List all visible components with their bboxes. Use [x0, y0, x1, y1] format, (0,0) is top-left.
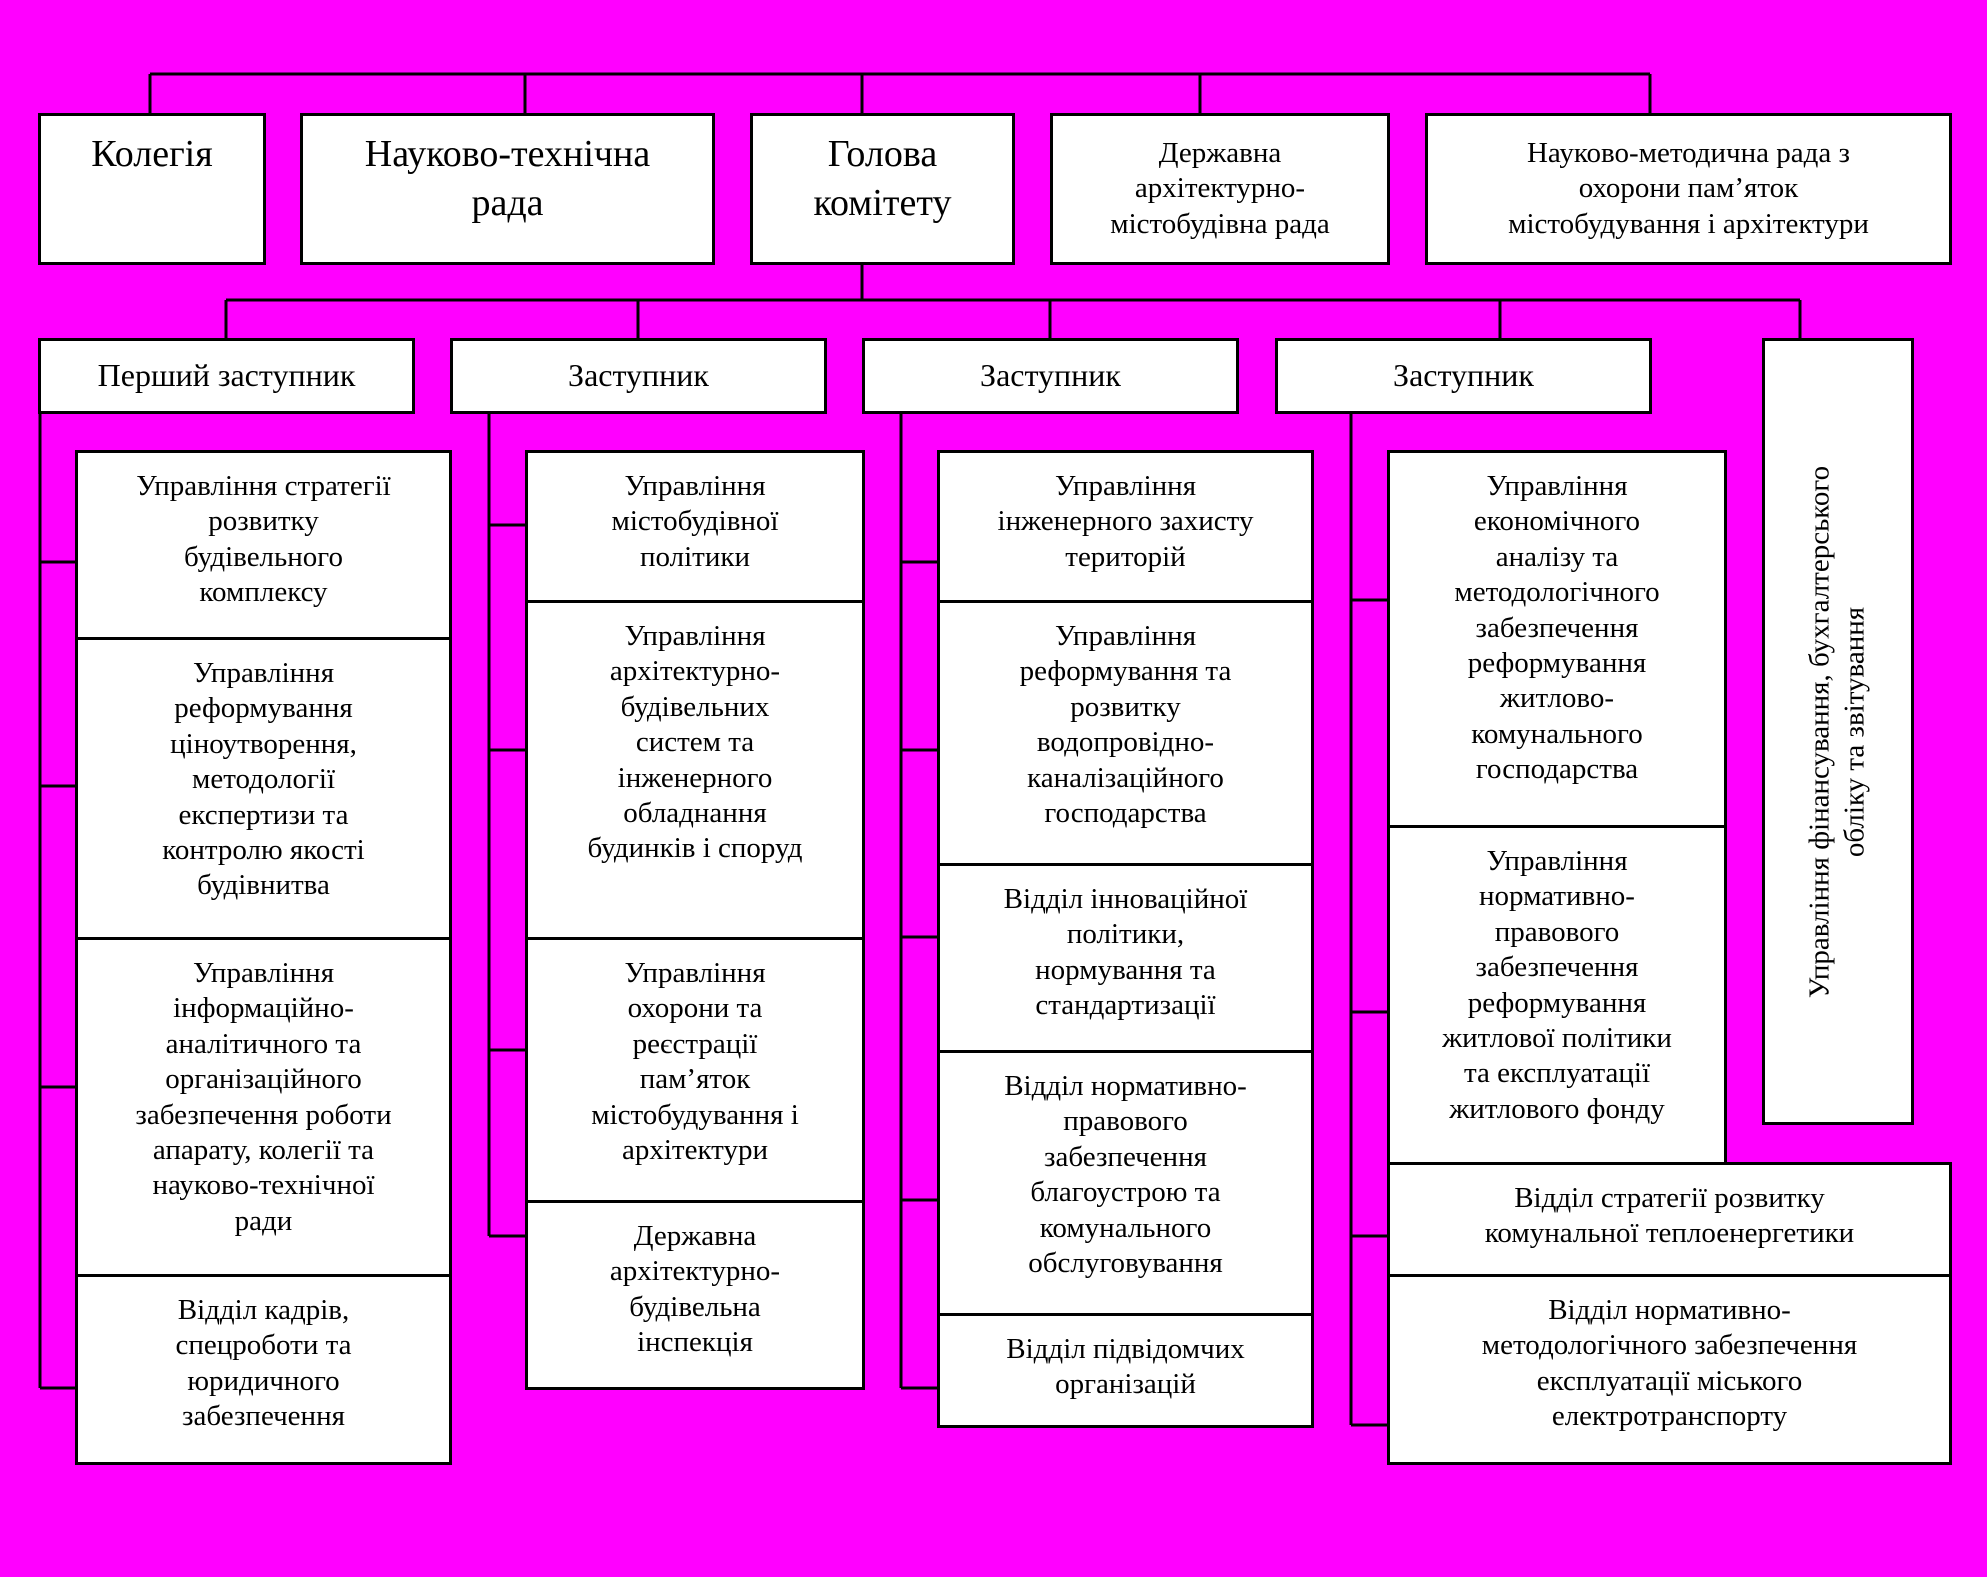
unit-box: Відділ стратегії розвитку комунальної теплоенергетики — [1387, 1162, 1952, 1277]
deputy-box-2: Заступник — [862, 338, 1239, 414]
unit-box: Управління інженерного захисту територій — [937, 450, 1314, 603]
unit-box: Відділ нормативно- правового забезпечення благоустрою та комунального обслуговування — [937, 1050, 1314, 1316]
unit-box: Управління економічного аналізу та методологічного забезпечення реформування житлово- комунального господарства — [1387, 450, 1727, 828]
committee-head-box: Голова комітету — [750, 113, 1015, 265]
scientific-technical-council-box: Науково-технічна рада — [300, 113, 715, 265]
unit-box: Відділ кадрів, спецроботи та юридичного забезпечення — [75, 1274, 452, 1465]
deputy-box-1: Заступник — [450, 338, 827, 414]
unit-box: Управління реформування та розвитку водопровідно- каналізаційного господарства — [937, 600, 1314, 866]
unit-box: Управління реформування ціноутворення, методології експертизи та контролю якості будівнитва — [75, 637, 452, 940]
collegium-box: Колегія — [38, 113, 266, 265]
heritage-council-box: Науково-методична рада з охорони пам’яток містобудування і архітектури — [1425, 113, 1952, 265]
finance-unit-box — [1762, 338, 1914, 1125]
unit-box: Державна архітектурно- будівельна інспекція — [525, 1200, 865, 1390]
architecture-council-box: Державна архітектурно- містобудівна рада — [1050, 113, 1390, 265]
unit-box: Управління архітектурно- будівельних систем та інженерного обладнання будинків і споруд — [525, 600, 865, 940]
unit-box: Управління охорони та реєстрації пам’яток містобудування і архітектури — [525, 937, 865, 1203]
unit-box: Управління нормативно- правового забезпечення реформування житлової політики та експлуатації житлового фонду — [1387, 825, 1727, 1165]
finance-unit-label: Управління фінансування, бухгалтерського обліку та звітування — [1803, 465, 1871, 998]
unit-box: Управління інформаційно- аналітичного та організаційного забезпечення роботи апарату, колегії та науково-технічної ради — [75, 937, 452, 1277]
deputy-box-3: Заступник — [1275, 338, 1652, 414]
unit-box: Відділ підвідомчих організацій — [937, 1313, 1314, 1428]
first-deputy-box: Перший заступник — [38, 338, 415, 414]
unit-box: Відділ інноваційної політики, нормування та стандартизації — [937, 863, 1314, 1053]
unit-box: Відділ нормативно- методологічного забезпечення експлуатації міського електротранспорту — [1387, 1274, 1952, 1465]
unit-box: Управління містобудівної політики — [525, 450, 865, 603]
unit-box: Управління стратегії розвитку будівельного комплексу — [75, 450, 452, 640]
